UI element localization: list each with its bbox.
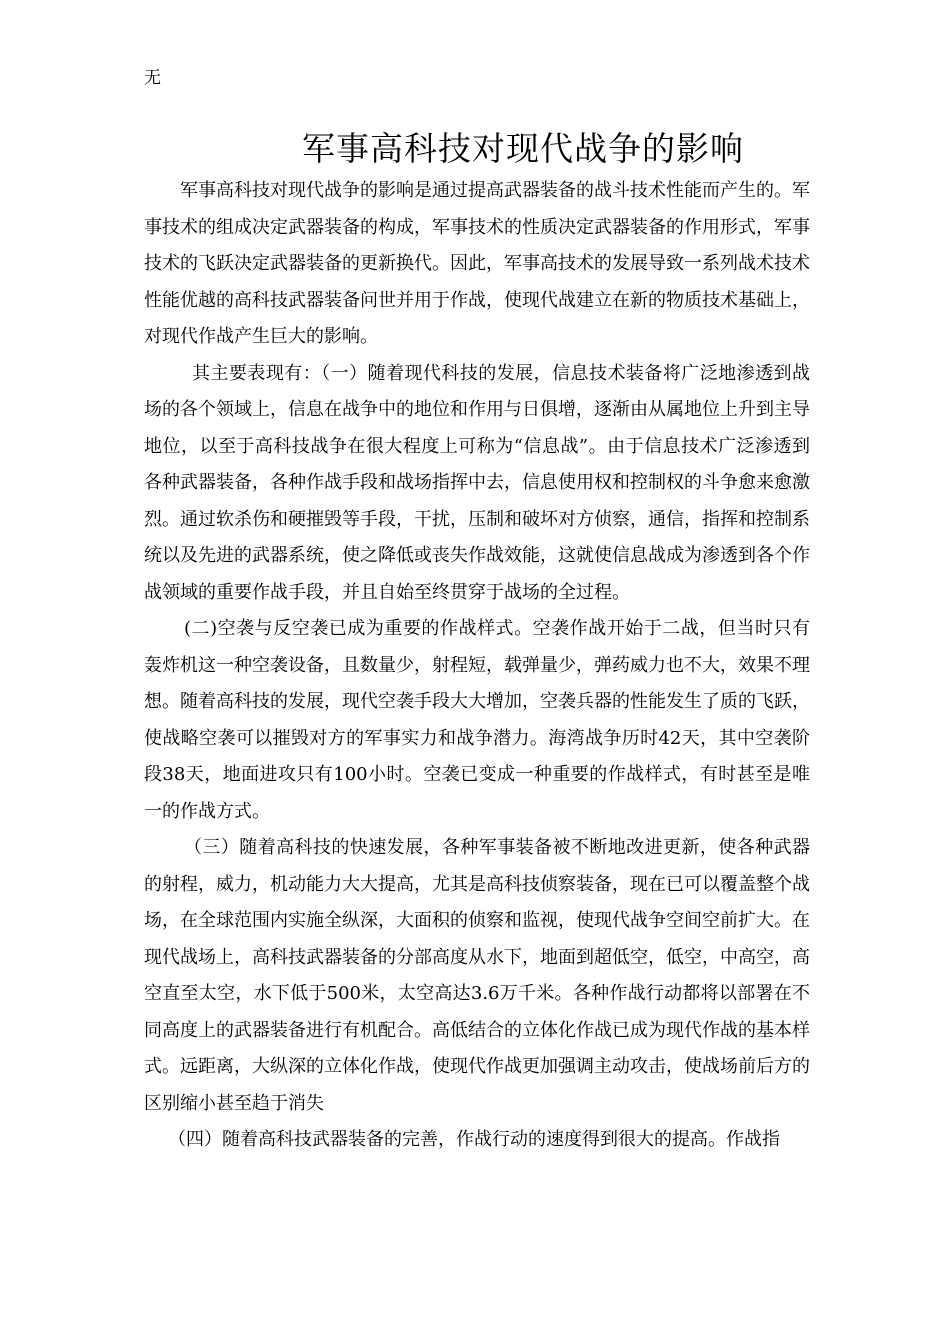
header-mark: 无 [144, 68, 161, 88]
document-body [144, 173, 810, 1159]
paragraph-point-1: 其主要表现有：（一）随着现代科技的发展，信息技术装备将广泛地渗透到战场的各个领域上，信息在战争中的地位和作用与日俱增，逐渐由从属地位上升到主导地位，以至于高科技战争在很大程度上可称为“信息战”。由于信息技术广泛渗透到各种武器装备，各种作战手段和战场指挥中去，信息使用权和控制权的斗争愈来愈激烈。通过软杀伤和硬摧毁等手段，干扰，压制和破坏对方侦察，通信，指挥和控制系统以及先进的武器系统，使之降低或丧失作战效能，这就使信息战成为渗透到各个作战领域的重要作战手段，并且自始至终贯穿于战场的全过程。 [144, 362, 810, 603]
paragraph-point-2: (二)空袭与反空袭已成为重要的作战样式。空袭作战开始于二战，但当时只有轰炸机这一种空袭设备，且数量少，射程短，载弹量少，弹药威力也不大，效果不理想。随着高科技的发展，现代空袭手段大大增加，空袭兵器的性能发生了质的飞跃，使战略空袭可以摧毁对方的军事实力和战争潜力。海湾战争历时42天，其中空袭阶段38天，地面进攻只有100小时。空袭已变成一种重要的作战样式，有时甚至是唯一的作战方式。 [144, 618, 810, 822]
paragraph-intro: 军事高科技对现代战争的影响是通过提高武器装备的战斗技术性能而产生的。军事技术的组成决定武器装备的构成，军事技术的性质决定武器装备的作用形式，军事技术的飞跃决定武器装备的更新换代。因此，军事高技术的发展导致一系列战术技术性能优越的高科技武器装备问世并用于作战，使现代战建立在新的物质技术基础上，对现代作战产生巨大的影响。 [144, 180, 810, 347]
document-title: 军事高科技对现代战争的影响 [302, 129, 744, 168]
paragraph-point-4: （四）随着高科技武器装备的完善，作战行动的速度得到很大的提高。作战指 [168, 1129, 780, 1150]
paragraph-point-3: （三）随着高科技的快速发展，各种军事装备被不断地改进更新，使各种武器的射程，威力，机动能力大大提高，尤其是高科技侦察装备，现在已可以覆盖整个战场，在全球范围内实施全纵深，大面积的侦察和监视，使现代战争空间空前扩大。在现代战场上，高科技武器装备的分部高度从水下，地面到超低空，低空，中高空，高空直至太空，水下低于500米，太空高达3.6万千米。各种作战行动都将以部署在不同高度上的武器装备进行有机配合。高低结合的立体化作战已成为现代作战的基本样式。远距离，大纵深的立体化作战，使现代作战更加强调主动攻击，使战场前后方的区别缩小甚至趋于消失 [144, 837, 810, 1114]
